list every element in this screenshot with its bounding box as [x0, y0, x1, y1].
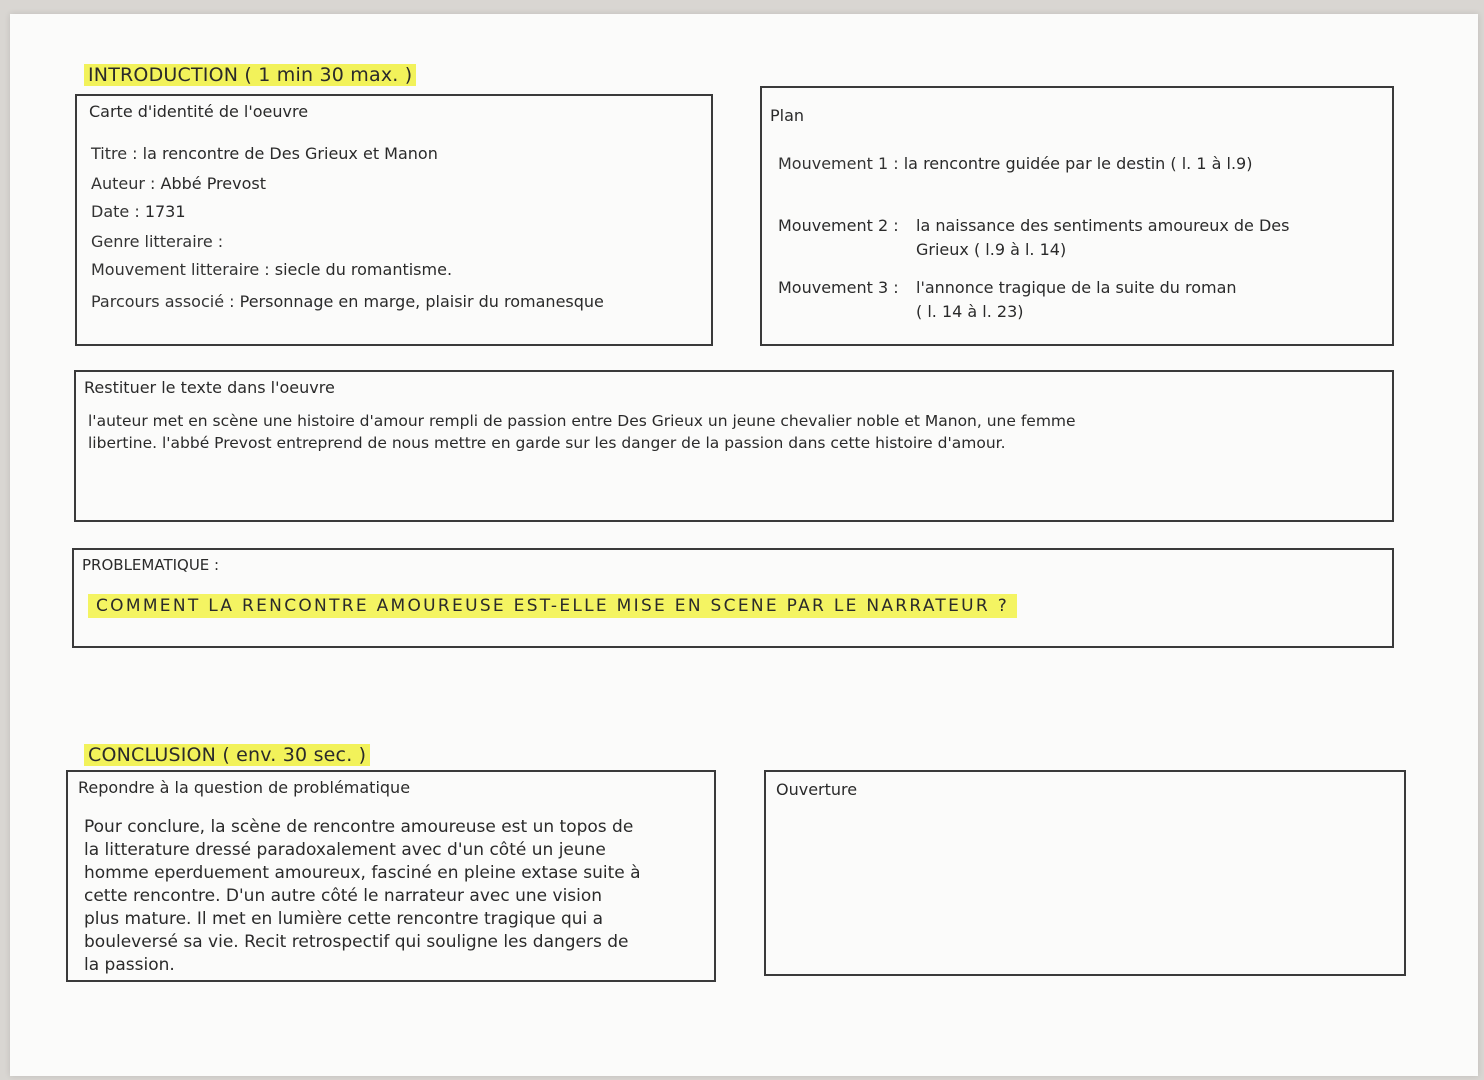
- answer-line: cette rencontre. D'un autre côté le narrateur avec une vision: [84, 886, 603, 906]
- identity-field-author: Auteur : Abbé Prevost: [91, 174, 266, 193]
- answer-text: [84, 816, 641, 977]
- identity-field-genre: Genre litteraire :: [91, 232, 224, 251]
- plan-movement-2-line2: Grieux ( l.9 à l. 14): [916, 240, 1067, 259]
- plan-title: Plan: [770, 106, 805, 125]
- conclusion-title: CONCLUSION ( env. 30 sec. ): [84, 744, 370, 766]
- opening-title: Ouverture: [776, 780, 858, 799]
- answer-line: Pour conclure, la scène de rencontre amoureuse est un topos de: [84, 817, 634, 837]
- identity-field-movement: Mouvement litteraire : siecle du romantisme.: [91, 260, 453, 279]
- plan-movement-2-label: Mouvement 2 :: [778, 216, 899, 235]
- plan-movement-1: Mouvement 1 : la rencontre guidée par le destin ( l. 1 à l.9): [778, 154, 1253, 173]
- context-box: [74, 370, 1394, 522]
- conclusion-heading: [84, 744, 370, 766]
- context-title: Restituer le texte dans l'oeuvre: [84, 378, 335, 397]
- answer-title: Repondre à la question de problématique: [78, 778, 411, 797]
- answer-line: la litterature dressé paradoxalement avec d'un côté un jeune: [84, 840, 606, 860]
- introduction-heading: [84, 64, 416, 86]
- plan-movement-3-line2: ( l. 14 à l. 23): [916, 302, 1024, 321]
- problematic-question: COMMENT LA RENCONTRE AMOUREUSE EST-ELLE MISE EN SCENE PAR LE NARRATEUR ?: [88, 594, 1017, 618]
- paper-sheet: [10, 14, 1478, 1076]
- answer-line: bouleversé sa vie. Recit retrospectif qui souligne les dangers de: [84, 932, 629, 952]
- answer-line: homme eperduement amoureux, fasciné en pleine extase suite à: [84, 863, 641, 883]
- answer-line: plus mature. Il met en lumière cette rencontre tragique qui a: [84, 909, 604, 929]
- identity-field-date: Date : 1731: [91, 202, 186, 221]
- identity-field-parcours: Parcours associé : Personnage en marge, plaisir du romanesque: [91, 292, 604, 311]
- answer-line: la passion.: [84, 955, 175, 975]
- problematic-question-wrap: [88, 592, 1017, 620]
- plan-box: [760, 86, 1394, 346]
- plan-movement-3-line1: l'annonce tragique de la suite du roman: [916, 278, 1237, 297]
- identity-card-title: Carte d'identité de l'oeuvre: [89, 102, 309, 121]
- identity-field-title: Titre : la rencontre de Des Grieux et Manon: [91, 144, 438, 163]
- context-line-1: l'auteur met en scène une histoire d'amour rempli de passion entre Des Grieux un jeune chevalier noble et Manon, une femme: [88, 412, 1076, 430]
- introduction-title: INTRODUCTION ( 1 min 30 max. ): [84, 64, 416, 86]
- problematic-title: PROBLEMATIQUE :: [82, 556, 220, 574]
- opening-box: [764, 770, 1406, 976]
- problematic-box: [72, 548, 1394, 648]
- identity-card-box: [75, 94, 713, 346]
- answer-box: [66, 770, 716, 982]
- plan-movement-3-label: Mouvement 3 :: [778, 278, 899, 297]
- plan-movement-2-line1: la naissance des sentiments amoureux de Des: [916, 216, 1290, 235]
- context-line-2: libertine. l'abbé Prevost entreprend de nous mettre en garde sur les danger de la passion dans cette histoire d'amour.: [88, 434, 1006, 452]
